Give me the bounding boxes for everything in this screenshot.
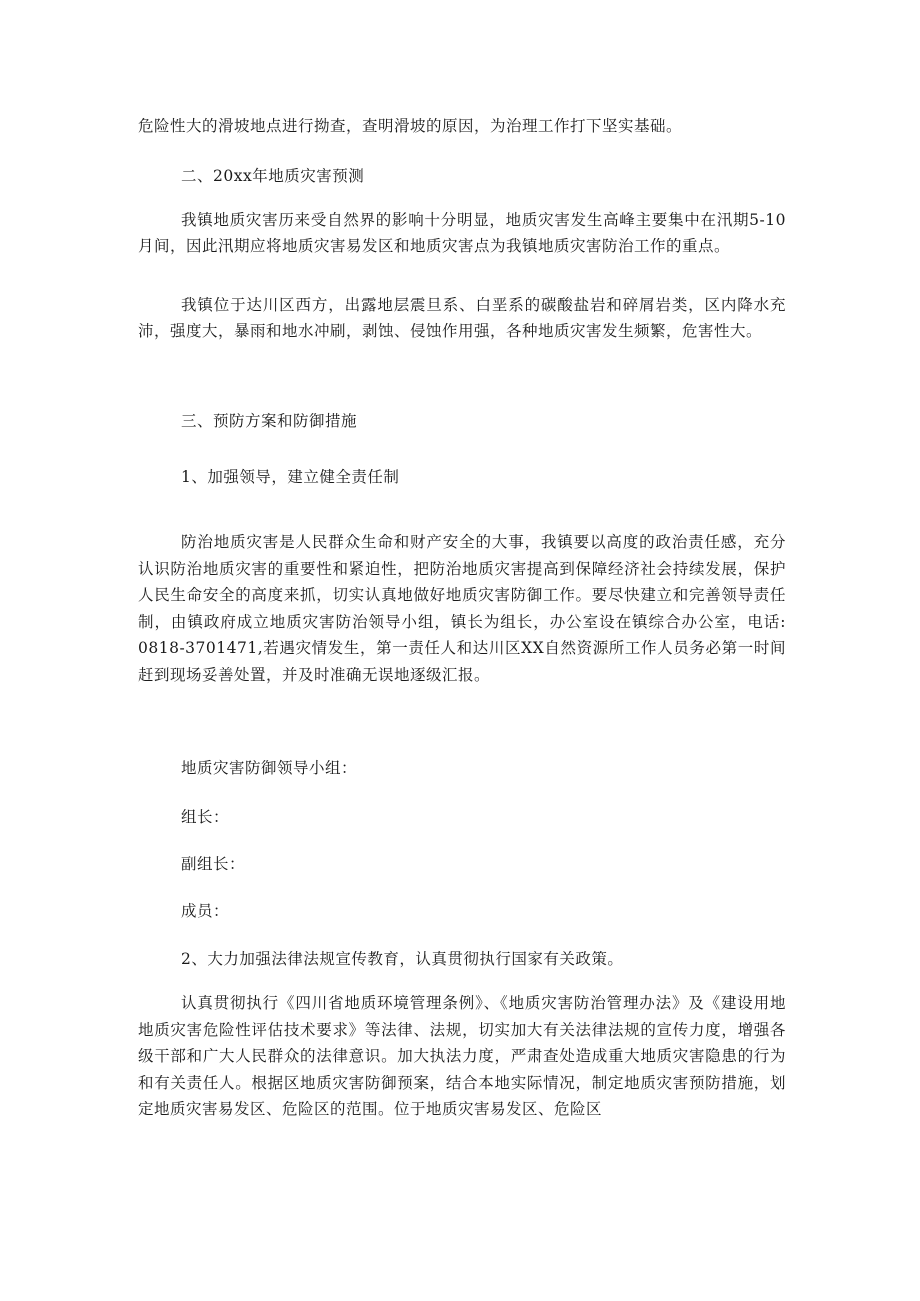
paragraph-leadership: 防治地质灾害是人民群众生命和财产安全的大事，我镇要以高度的政治责任感，充分认识防治地质灾害的重要性和紧迫性，把防治地质灾害提高到保障经济社会持续发展，保护人民生命安全的高度来抓，切实认真地做好地质灾害防御工作。要尽快建立和完善领导责任制，由镇政府成立地质灾害防治领导小组，镇长为组长，办公室设在镇综合办公室，电话: 0818-3701471,若遇灾情发生，第一责任人和达川区XX自然资源所工作人员务必第一时间赶到现场妥善处置，并及时准确无误地逐级汇报。 (138, 533, 786, 684)
paragraph-landslide-survey: 危险性大的滑坡地点进行拗查，查明滑坡的原因，为治理工作打下坚实基础。 (138, 117, 683, 135)
subheading-leadership: 1、加强领导，建立健全责任制 (181, 468, 400, 486)
section-heading-forecast: 二、20xx年地质灾害预测 (181, 167, 365, 185)
leader-label: 组长： (181, 808, 230, 826)
vice-leader-label: 副组长： (181, 855, 246, 873)
subheading-legal-education: 2、大力加强法律法规宣传教育，认真贯彻执行国家有关政策。 (181, 950, 624, 968)
section-heading-measures: 三、预防方案和防御措施 (181, 412, 358, 430)
members-label: 成员： (181, 902, 230, 920)
paragraph-forecast: 我镇地质灾害历来受自然界的影响十分明显，地质灾害发生高峰主要集中在汛期5-10月间，因此汛期应将地质灾害易发区和地质灾害点为我镇地质灾害防治工作的重点。 (138, 211, 786, 255)
group-title: 地质灾害防御领导小组： (181, 759, 358, 777)
paragraph-legal-education: 认真贯彻执行《四川省地质环境管理条例》、《地质灾害防治管理办法》及《建设用地地质灾害危险性评估技术要求》等法律、法规，切实加大有关法律法规的宣传力度，增强各级干部和广大人民群众的法律意识。加大执法力度，严肃查处造成重大地质灾害隐患的行为和有关责任人。根据区地质灾害防御预案，结合本地实际情况，制定地质灾害预防措施，划定地质灾害易发区、危险区的范围。位于地质灾害易发区、危险区 (138, 994, 786, 1118)
paragraph-geology: 我镇位于达川区西方，出露地层震旦系、白垩系的碳酸盐岩和碎屑岩类，区内降水充沛，强度大，暴雨和地水冲刷，剥蚀、侵蚀作用强，各种地质灾害发生频繁，危害性大。 (138, 296, 786, 340)
